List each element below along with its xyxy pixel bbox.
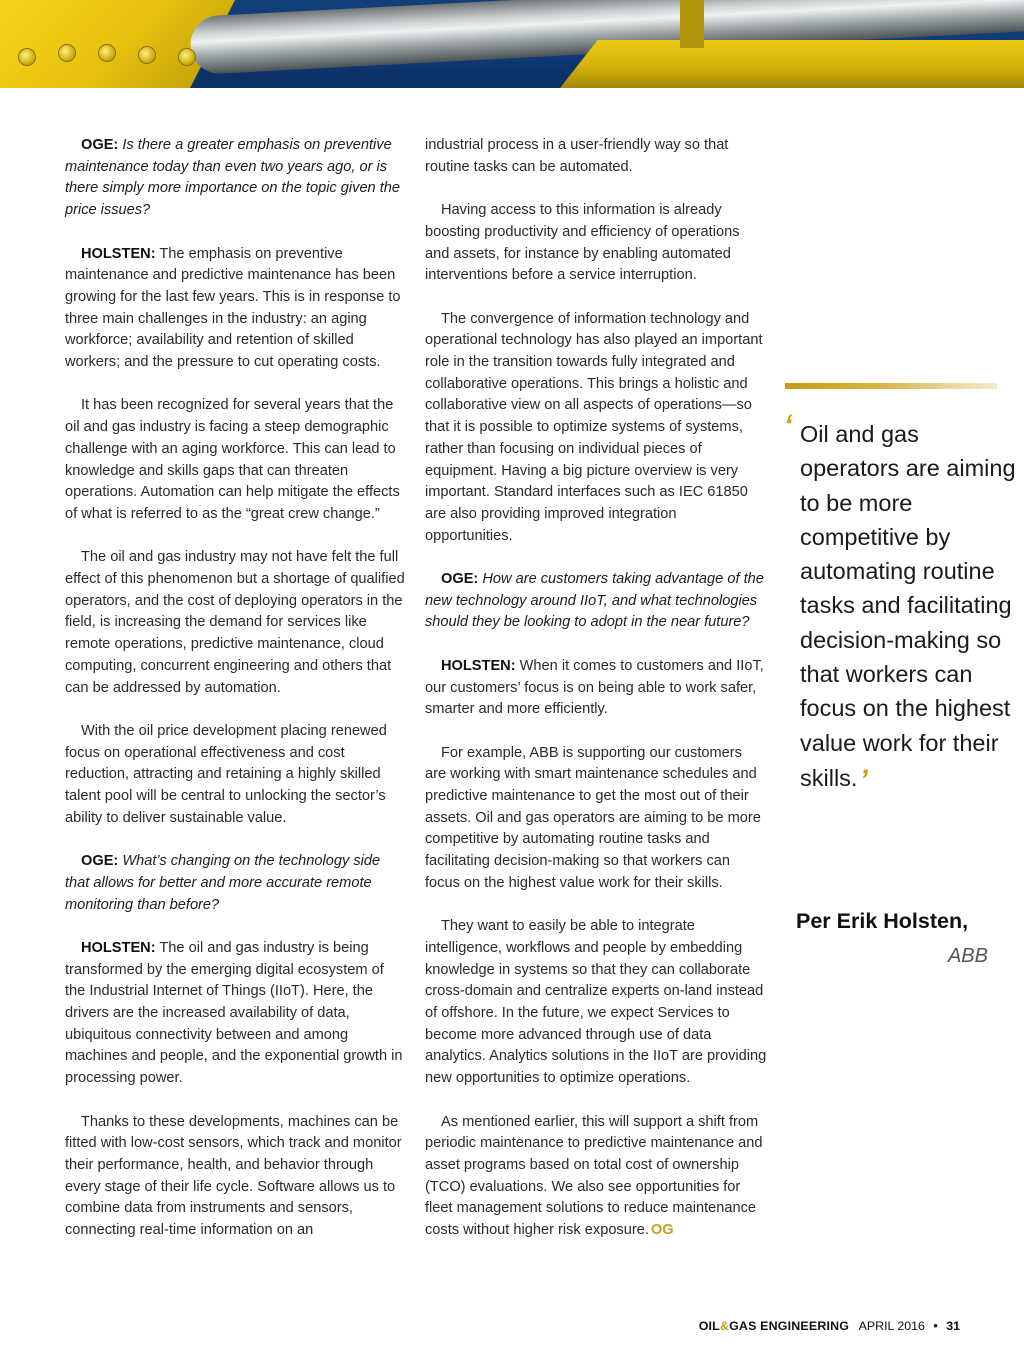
- body-paragraph: [425, 1112, 767, 1242]
- bolt-graphic: [98, 44, 116, 62]
- pull-quote-rule: [785, 383, 997, 389]
- answer-text: The emphasis on preventive maintenance and predictive maintenance has been growing for the last few years. This is in response to three main challenges in the industry: an aging workforce; availability and retention of skilled workers; and the pressure to cut operating costs.: [65, 245, 401, 371]
- answer-text: When it comes to customers and IIoT, our customers’ focus is on being able to work safer, smarter and more efficiently.: [425, 657, 764, 718]
- speaker-label: OGE:: [441, 571, 479, 588]
- question-paragraph: [425, 569, 767, 634]
- continued-paragraph: industrial process in a user-friendly way so that routine tasks can be automated.: [425, 137, 729, 175]
- speaker-label: HOLSTEN:: [81, 939, 156, 956]
- bolt-graphic: [18, 48, 36, 66]
- speaker-label: OGE:: [81, 853, 119, 870]
- bolt-graphic: [58, 44, 76, 62]
- footer-separator: •: [933, 1319, 938, 1333]
- answer-text: The oil and gas industry is being transformed by the emerging digital ecosystem of the Industrial Internet of Things (IIoT). Here, the drivers are the increased availability of data, ubiquitous connectivity between and among machines and people, and the exponential growth in processing power.: [65, 939, 403, 1087]
- bolt-graphic: [138, 46, 156, 64]
- body-paragraph: Having access to this information is already boosting productivity and efficiency of operations and assets, for instance by enabling automated interventions before a service interruption.: [425, 202, 740, 284]
- closing-text: As mentioned earlier, this will support a shift from periodic maintenance to predictive maintenance and asset programs based on total cost of ownership (TCO) evaluations. We also see opportunities for fleet management solutions to reduce maintenance costs without higher risk exposure.: [425, 1113, 763, 1239]
- answer-paragraph: [425, 656, 767, 721]
- brand-part-2: GAS ENGINEERING: [729, 1319, 850, 1333]
- question-paragraph: [65, 851, 405, 916]
- body-paragraph: It has been recognized for several years that the oil and gas industry is facing a steep demographic challenge with an aging workforce. This can lead to knowledge and skills gaps that can threaten operations. Automation can help mitigate the effects of what is referred to as the “great crew change.”: [65, 397, 400, 522]
- strut-graphic: [680, 0, 704, 48]
- open-quote-mark: ‘: [784, 409, 793, 442]
- bolt-graphic: [178, 48, 196, 66]
- question-text: What’s changing on the technology side that allows for better and more accurate remote monitoring than before?: [65, 853, 381, 913]
- speaker-label: HOLSTEN:: [81, 245, 156, 262]
- publication-name: [699, 1319, 849, 1333]
- body-paragraph: Thanks to these developments, machines can be fitted with low-cost sensors, which track and monitor their performance, health, and behavior through every stage of their life cycle. Software allows us to combine data from instruments and sensors, connecting real-time information on an: [65, 1113, 402, 1239]
- answer-paragraph: [65, 244, 405, 374]
- body-paragraph: They want to easily be able to integrate intelligence, workflows and people by embedding knowledge in systems so that they can collaborate cross-domain and centralize experts on-land instead of offshore. In the future, we expect Services to become more advanced through use of data analytics. Analytics solutions in the IIoT are providing new opportunities to optimize operations.: [425, 918, 767, 1087]
- hero-photo: [0, 0, 1024, 88]
- pull-quote-attribution-org: ABB: [947, 945, 988, 967]
- body-paragraph: The convergence of information technology and operational technology has also played an important role in the transition towards fully integrated and collaborative operations. This brings a holistic and collaborative view on all aspects of operations—so that it is possible to optimize systems of systems, rather than focusing on individual pieces of equipment. Having a big picture overview is very important. Standard interfaces such as IEC 61850 are also providing improved integration opportunities.: [425, 310, 763, 544]
- yellow-beam-graphic: [560, 40, 1024, 88]
- speaker-label: HOLSTEN:: [441, 657, 516, 674]
- left-column: [65, 135, 405, 1263]
- question-paragraph: [65, 135, 405, 222]
- pull-quote-text: Oil and gas operators are aiming to be more competitive by automating routine tasks and facilitating decision-making so that workers can focus on the highest value work for their skills.: [800, 421, 1016, 791]
- body-paragraph: For example, ABB is supporting our customers are working with smart maintenance schedules and predictive maintenance to get the most out of their assets. Oil and gas operators are aiming to be more competitive by automating routine tasks and facilitating decision-making so that workers can focus on the highest value work for their skills.: [425, 744, 761, 891]
- brand-ampersand: &: [719, 1319, 730, 1333]
- page-number: 31: [946, 1319, 960, 1333]
- body-paragraph: The oil and gas industry may not have felt the full effect of this phenomenon but a shortage of qualified operators, and the cost of deploying operators in the field, is increasing the demand for services like remote operations, predictive maintenance, cloud computing, concurrent engineering and others that can be addressed by automation.: [65, 549, 405, 696]
- middle-column: [425, 135, 767, 1263]
- issue-date: APRIL 2016: [858, 1319, 925, 1333]
- brand-part-1: OIL: [698, 1319, 720, 1333]
- speaker-label: OGE:: [81, 137, 119, 153]
- pull-quote: [784, 409, 1020, 797]
- pull-quote-attribution-name: Per Erik Holsten,: [796, 909, 969, 933]
- question-text: Is there a greater emphasis on preventive maintenance today than even two years ago, or is there simply more importance on the topic given the price issues?: [65, 137, 401, 219]
- close-quote-mark: ’: [859, 763, 868, 797]
- answer-paragraph: [65, 938, 405, 1090]
- body-paragraph: With the oil price development placing renewed focus on operational effectiveness and cost reduction, attracting and retaining a highly skilled talent pool will be central to unlocking the sector’s ability to deliver sustainable value.: [65, 722, 387, 826]
- question-text: How are customers taking advantage of the new technology around IIoT, and what technologies should they be looking to adopt in the near future?: [425, 571, 764, 631]
- end-mark: OG: [650, 1222, 674, 1239]
- page-footer: [640, 1319, 960, 1333]
